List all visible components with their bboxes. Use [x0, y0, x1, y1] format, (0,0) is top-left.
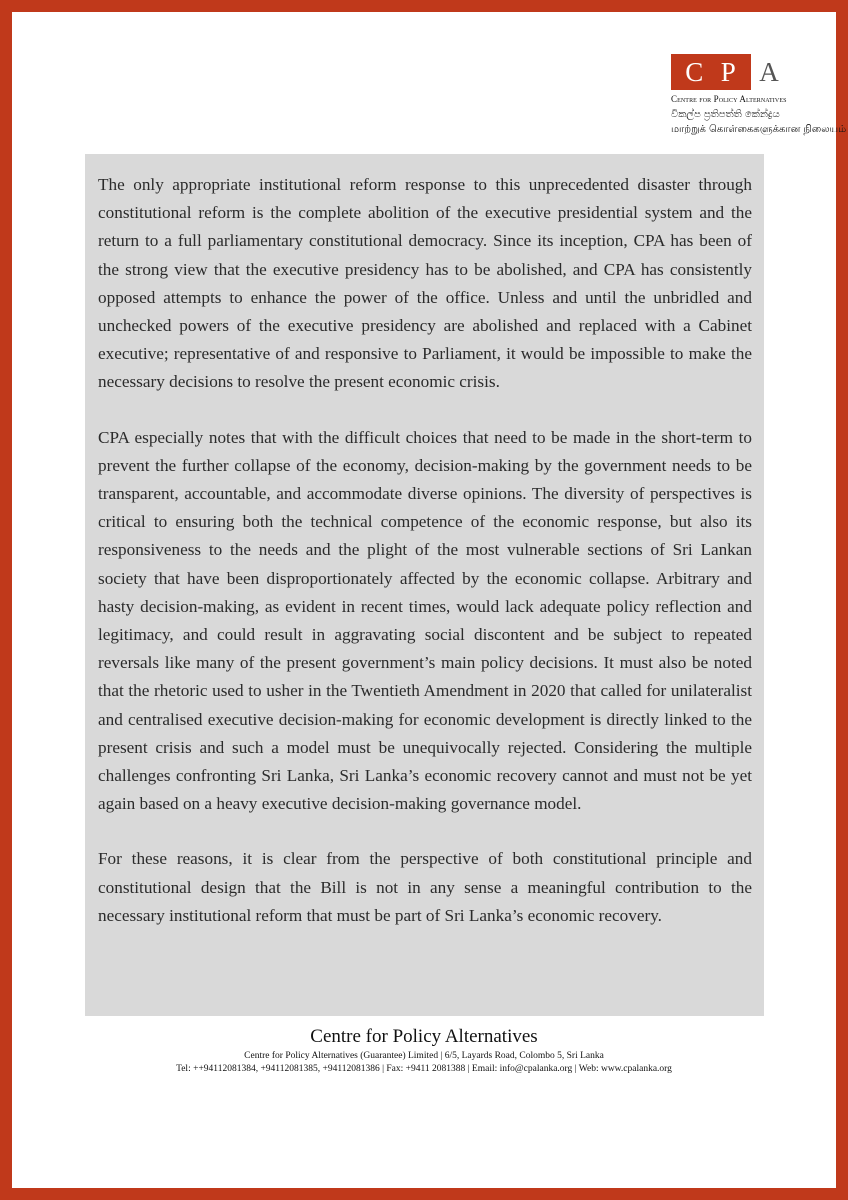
logo-letter-p: P — [720, 56, 737, 87]
logo-letter-c: C — [685, 56, 705, 87]
footer-address: Centre for Policy Alternatives (Guarantee) Limited | 6/5, Layards Road, Colombo 5, Sri Lanka — [244, 1051, 604, 1061]
paragraph: CPA especially notes that with the difficult choices that need to be made in the short-term to prevent the further collapse of the economy, decision-making by the government needs to be transparent, accountable, and accommodate diverse opinions. The diversity of perspectives is critical to ensuring both the technical competence of the economic response, but also its responsiveness to the needs and the plight of the most vulnerable sections of Sri Lankan society that have been disproportionately affected by the economic collapse. Arbitrary and hasty decision-making, as evident in recent times, would lack adequate policy reflection and legitimacy, and could result in aggravating social discontent and be subject to repeated reversals like many of the present government’s main policy decisions. It must also be noted that the rhetoric used to usher in the Twentieth Amendment in 2020 that called for unilateralist and centralised executive decision-making for economic development is directly linked to the present crisis and such a model must be unequivocally rejected. Considering the multiple challenges confronting Sri Lanka, Sri Lanka’s economic recovery cannot and must not be yet again based on a heavy executive decision-making governance model. — [98, 427, 752, 814]
logo-red-box — [671, 54, 751, 90]
logo-english-name: Centre for Policy Alternatives — [671, 94, 787, 104]
logo-letter-a: A — [759, 56, 779, 87]
footer-org-name: Centre for Policy Alternatives — [310, 1026, 538, 1047]
paragraph: The only appropriate institutional reform response to this unprecedented disaster through constitutional reform is the complete abolition of the executive presidential system and the return to a full parliamentary constitutional democracy. Since its inception, CPA has been of the strong view that the executive presidency has to be abolished, and CPA has consistently opposed attempts to enhance the power of the office. Unless and until the unbridled and unchecked powers of the executive presidency are abolished and replaced with a Cabinet executive; representative of and responsive to Parliament, it would be impossible to make the necessary decisions to resolve the present economic crisis. — [98, 175, 752, 392]
logo-tamil-name: மாற்றுக் கொள்கைகளுக்கான நிலையம் — [671, 124, 847, 135]
logo-letters — [671, 54, 787, 90]
document-page — [12, 12, 847, 1188]
logo-sinhala-name: විකල්ප ප්‍රතිපත්ති කේන්ද්‍රය — [671, 109, 780, 120]
paragraph: For these reasons, it is clear from the perspective of both constitutional principle and constitutional design that the Bill is not in any sense a meaningful contribution to the necessary institutional reform that must be part of Sri Lanka’s economic recovery. — [98, 849, 752, 925]
cpa-logo — [671, 54, 847, 135]
footer-contact: Tel: ++94112081384, +94112081385, +94112081386 | Fax: +9411 2081388 | Email: info@cpalanka.org | Web: www.cpalanka.org — [176, 1064, 672, 1074]
statement-body — [85, 154, 764, 1016]
